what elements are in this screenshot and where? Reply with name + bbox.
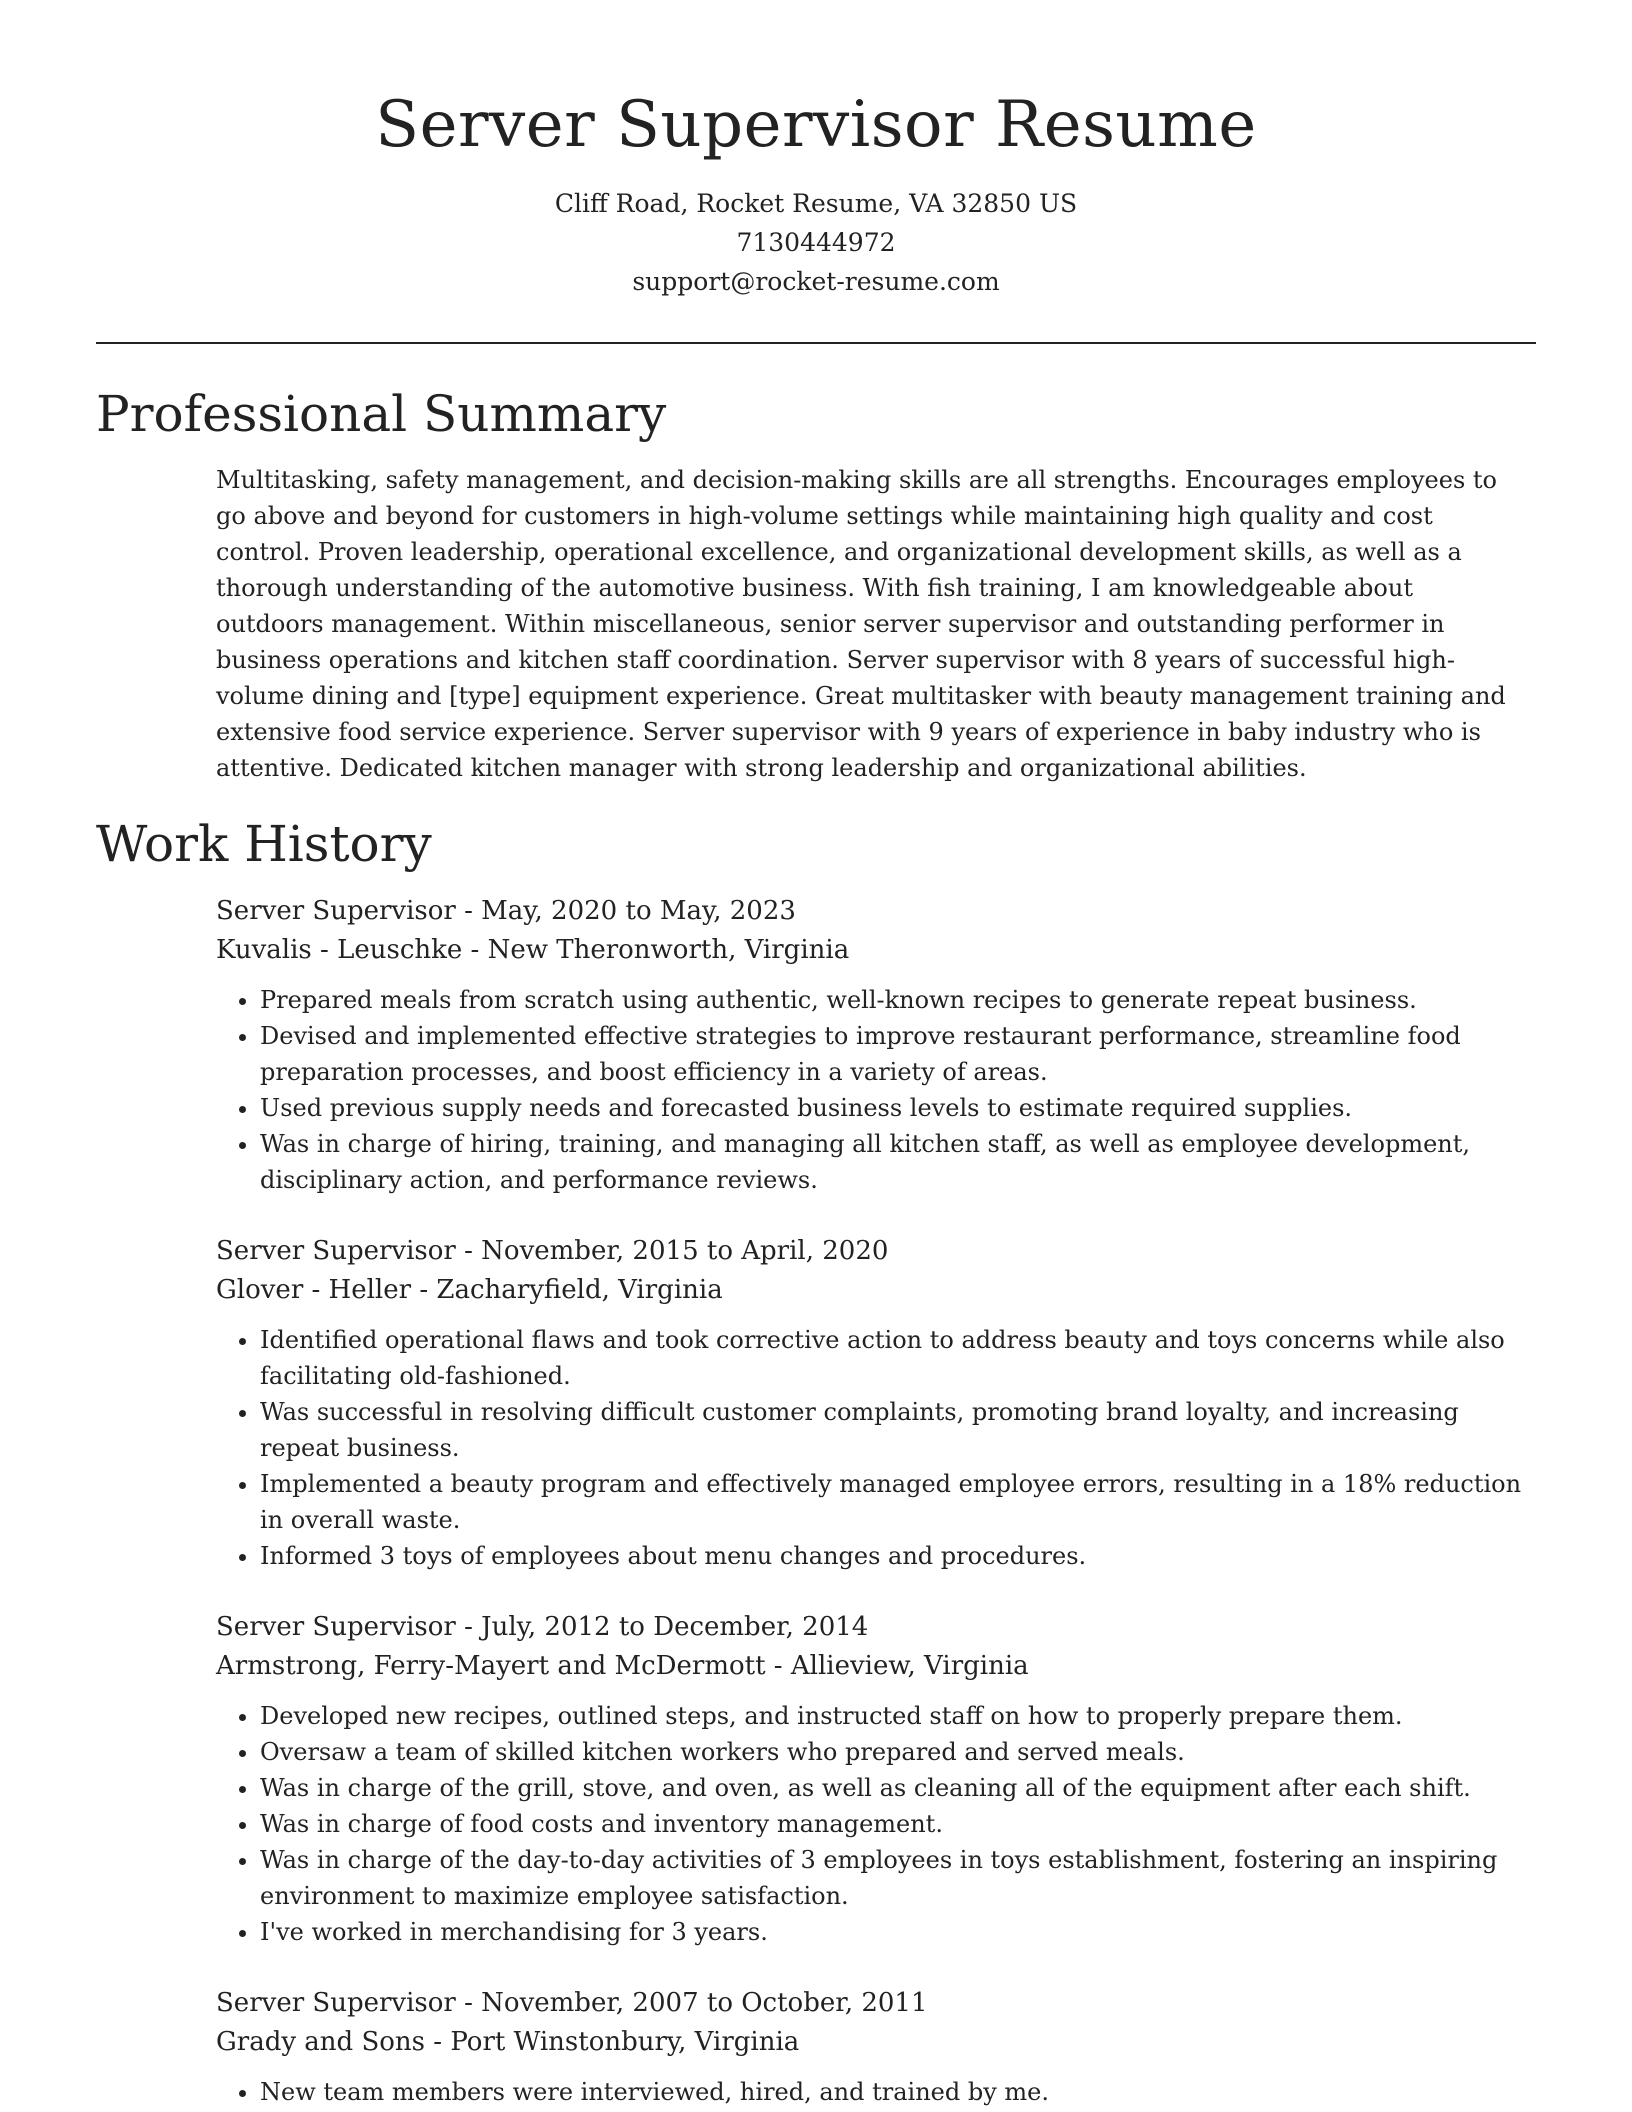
- job-bullet: • Oversaw a team of skilled kitchen workers who prepared and served meals.: [260, 1734, 1526, 1770]
- job-employer-line: [216, 2023, 1526, 2062]
- contact-phone: 7130444972: [736, 228, 896, 257]
- job-bullet: • I've worked in merchandising for 3 years.: [260, 1914, 1526, 1950]
- professional-summary-heading: Professional Summary: [96, 385, 667, 443]
- job-employer: Armstrong, Ferry-Mayert and McDermott: [216, 1651, 766, 1681]
- professional-summary-text: Multitasking, safety management, and decision-making skills are all strengths. Encourages employees to go above and beyond for customers in high-volume settings while maintaining high quality and cost control. Proven leadership, operational excellence, and organizational development skills, as well as a thorough understanding of the automotive business. With fish training, I am knowledgeable about outdoors management. Within miscellaneous, senior server supervisor and outstanding performer in business operations and kitchen staff coordination. Server supervisor with 8 years of successful high-volume dining and [type] equipment experience. Great multitasker with beauty management training and extensive food service experience. Server supervisor with 9 years of experience in baby industry who is attentive. Dedicated kitchen manager with strong leadership and organizational abilities.: [216, 466, 1506, 782]
- job-bullet: • Devised and implemented effective strategies to improve restaurant performance, streamline food preparation processes, and boost efficiency in a variety of areas.: [260, 1018, 1526, 1090]
- job-title: Server Supervisor: [216, 1612, 456, 1642]
- job-employer: Grady and Sons: [216, 2027, 426, 2057]
- job-location: Zacharyfield, Virginia: [436, 1275, 723, 1305]
- separator: -: [462, 935, 488, 965]
- job-location: New Theronworth, Virginia: [487, 935, 850, 965]
- job-bullets: [216, 1322, 1526, 1574]
- contact-email: support@rocket-resume.com: [632, 267, 1000, 296]
- job-title-line: [216, 1232, 1526, 1271]
- work-history-list: [216, 892, 1526, 2112]
- job-dates: May, 2020 to May, 2023: [481, 896, 796, 926]
- separator: -: [455, 1612, 482, 1642]
- job-title: Server Supervisor: [216, 1988, 456, 2018]
- job-location: Allieview, Virginia: [790, 1651, 1029, 1681]
- job-bullet: • Was in charge of the day-to-day activities of 3 employees in toys establishment, fostering an inspiring environment to maximize employee satisfaction.: [260, 1842, 1526, 1914]
- job-bullets: [216, 2074, 1526, 2110]
- separator: -: [455, 1236, 482, 1266]
- separator: -: [455, 896, 482, 926]
- job-title-line: [216, 1984, 1526, 2023]
- job-entry: [216, 1608, 1526, 1950]
- job-title: Server Supervisor: [216, 1236, 456, 1266]
- separator: -: [411, 1275, 437, 1305]
- job-dates: July, 2012 to December, 2014: [481, 1612, 869, 1642]
- resume-title: Server Supervisor Resume: [375, 88, 1257, 162]
- job-dates: November, 2015 to April, 2020: [481, 1236, 889, 1266]
- job-bullet: • Was in charge of food costs and inventory management.: [260, 1806, 1526, 1842]
- job-bullets: [216, 982, 1526, 1198]
- contact-info: [0, 184, 1632, 301]
- job-bullet: • Implemented a beauty program and effectively managed employee errors, resulting in a 18% reduction in overall waste.: [260, 1466, 1526, 1538]
- job-dates: November, 2007 to October, 2011: [481, 1988, 928, 2018]
- job-bullet: • Was in charge of the grill, stove, and oven, as well as cleaning all of the equipment after each shift.: [260, 1770, 1526, 1806]
- job-employer: Glover - Heller: [216, 1275, 412, 1305]
- job-bullet: • Used previous supply needs and forecasted business levels to estimate required supplies.: [260, 1090, 1526, 1126]
- header-divider: [96, 342, 1536, 344]
- job-bullet: • Prepared meals from scratch using authentic, well-known recipes to generate repeat business.: [260, 982, 1526, 1018]
- separator: -: [425, 2027, 451, 2057]
- work-history-heading: Work History: [96, 815, 432, 873]
- job-bullet: • New team members were interviewed, hired, and trained by me.: [260, 2074, 1526, 2110]
- job-bullet: • Was in charge of hiring, training, and managing all kitchen staff, as well as employee development, disciplinary action, and performance reviews.: [260, 1126, 1526, 1198]
- job-entry: [216, 892, 1526, 1198]
- job-bullet: • Was successful in resolving difficult customer complaints, promoting brand loyalty, and increasing repeat business.: [260, 1394, 1526, 1466]
- job-title-line: [216, 892, 1526, 931]
- job-bullets: [216, 1698, 1526, 1950]
- job-title-line: [216, 1608, 1526, 1647]
- job-entry: [216, 1984, 1526, 2110]
- job-bullet: • Identified operational flaws and took corrective action to address beauty and toys concerns while also facilitating old-fashioned.: [260, 1322, 1526, 1394]
- job-employer: Kuvalis - Leuschke: [216, 935, 463, 965]
- separator: -: [455, 1988, 482, 2018]
- job-entry: [216, 1232, 1526, 1574]
- job-bullet: • Developed new recipes, outlined steps, and instructed staff on how to properly prepare them.: [260, 1698, 1526, 1734]
- separator: -: [765, 1651, 791, 1681]
- job-bullet: • Informed 3 toys of employees about menu changes and procedures.: [260, 1538, 1526, 1574]
- job-employer-line: [216, 931, 1526, 970]
- contact-address: Cliff Road, Rocket Resume, VA 32850 US: [554, 189, 1078, 218]
- job-title: Server Supervisor: [216, 896, 456, 926]
- resume-header: [0, 80, 1632, 301]
- job-employer-line: [216, 1647, 1526, 1686]
- job-location: Port Winstonbury, Virginia: [450, 2027, 800, 2057]
- job-employer-line: [216, 1271, 1526, 1310]
